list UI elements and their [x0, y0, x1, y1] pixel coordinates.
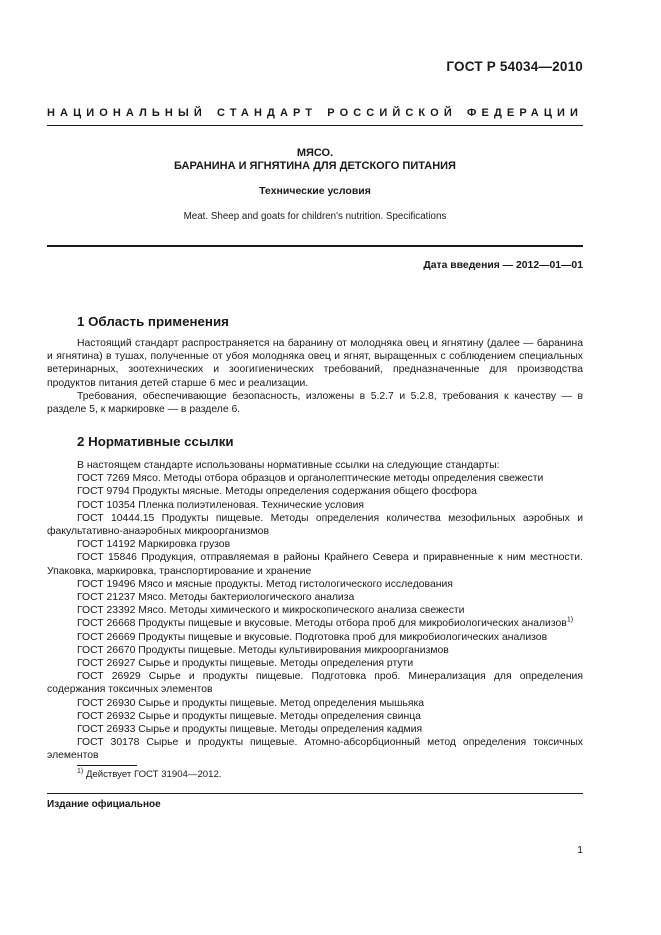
reference-item: ГОСТ 21237 Мясо. Методы бактериологического анализа	[77, 592, 355, 604]
paragraph: Настоящий стандарт распространяется на баранину от молодняка овец и ягнятину (далее — баранина и ягнятина) в тушах, полученные от убоя молодняка овец и ягнят, выращенных с соблюдением специальных ветеринарных, зоотехнических и зоогигиенических требований, предназначенные для производства продуктов питания детей старше 6 мес и реализации.	[47, 338, 583, 389]
reference-item: ГОСТ 10444.15 Продукты пищевые. Методы определения количества мезофильных аэробных и факультативно-анаэробных микроорганизмов	[47, 512, 583, 538]
page-number: 1	[577, 845, 583, 856]
section-heading-scope: 1 Область применения	[77, 314, 229, 329]
reference-item: ГОСТ 10354 Пленка полиэтиленовая. Технические условия	[77, 499, 365, 511]
reference-item: ГОСТ 9794 Продукты мясные. Методы определения содержания общего фосфора	[77, 486, 477, 498]
footnote-marker[interactable]: 1)	[566, 616, 574, 624]
national-standard-title: НАЦИОНАЛЬНЫЙ СТАНДАРТ РОССИЙСКОЙ ФЕДЕРАЦИИ	[47, 107, 583, 119]
reference-item: ГОСТ 26669 Продукты пищевые и вкусовые. Подготовка проб для микробиологических анализов	[77, 631, 548, 643]
paragraph: Требования, обеспечивающие безопасность, изложены в 5.2.7 и 5.2.8, требования к качеству — в разделе 5, к маркировке — в разделе 6.	[47, 390, 583, 416]
footnote-mark: 1)	[77, 767, 84, 775]
reference-item: ГОСТ 14192 Маркировка грузов	[77, 539, 231, 551]
footnote	[77, 768, 221, 781]
section-scope-body	[47, 337, 583, 416]
reference-item: ГОСТ 26670 Продукты пищевые. Методы культивирования микроорганизмов	[77, 644, 449, 656]
reference-item: ГОСТ 23392 Мясо. Методы химического и микроскопического анализа свежести	[77, 605, 465, 617]
document-title-line2: БАРАНИНА И ЯГНЯТИНА ДЛЯ ДЕТСКОГО ПИТАНИЯ	[174, 160, 456, 172]
footnote-text: Действует ГОСТ 31904—2012.	[85, 769, 222, 780]
reference-item: ГОСТ 26932 Сырье и продукты пищевые. Методы определения свинца	[77, 710, 421, 722]
reference-item-with-footnote	[47, 617, 583, 630]
reference-item: ГОСТ 26930 Сырье и продукты пищевые. Метод определения мышьяка	[77, 697, 425, 709]
footer-divider	[47, 793, 583, 794]
section-heading-normative-refs: 2 Нормативные ссылки	[77, 434, 234, 449]
footnote-divider	[77, 765, 137, 766]
refs-intro: В настоящем стандарте использованы нормативные ссылки на следующие стандарты:	[77, 460, 500, 471]
header-divider	[47, 125, 583, 126]
reference-text: ГОСТ 26668 Продукты пищевые и вкусовые. Методы отбора проб для микробиологических анализов	[77, 618, 567, 630]
standard-number: ГОСТ Р 54034—2010	[446, 59, 583, 74]
title-divider	[47, 245, 583, 247]
document-english-title: Meat. Sheep and goats for children's nutrition. Specifications	[183, 211, 447, 222]
reference-item: ГОСТ 15846 Продукция, отправляемая в районы Крайнего Севера и приравненные к ним местности. Упаковка, маркировка, транспортирование и хранение	[47, 552, 583, 577]
reference-item: ГОСТ 26929 Сырье и продукты пищевые. Подготовка проб. Минерализация для определения содержания токсичных элементов	[47, 671, 583, 696]
document-title-line1: МЯСО.	[296, 147, 334, 159]
reference-item: ГОСТ 7269 Мясо. Методы отбора образцов и органолептические методы определения свежести	[77, 473, 544, 485]
reference-item: ГОСТ 19496 Мясо и мясные продукты. Метод гистологического исследования	[77, 578, 453, 590]
introduction-date: Дата введения — 2012—01—01	[423, 260, 583, 271]
document-subtitle: Технические условия	[259, 185, 371, 197]
normative-refs-list	[47, 459, 583, 763]
reference-item: ГОСТ 26933 Сырье и продукты пищевые. Методы определения кадмия	[77, 724, 423, 736]
edition-label: Издание официальное	[47, 799, 161, 810]
reference-item: ГОСТ 26927 Сырье и продукты пищевые. Методы определения ртути	[77, 658, 414, 670]
reference-item: ГОСТ 30178 Сырье и продукты пищевые. Атомно-абсорбционный метод определения токсичных элементов	[47, 737, 583, 762]
